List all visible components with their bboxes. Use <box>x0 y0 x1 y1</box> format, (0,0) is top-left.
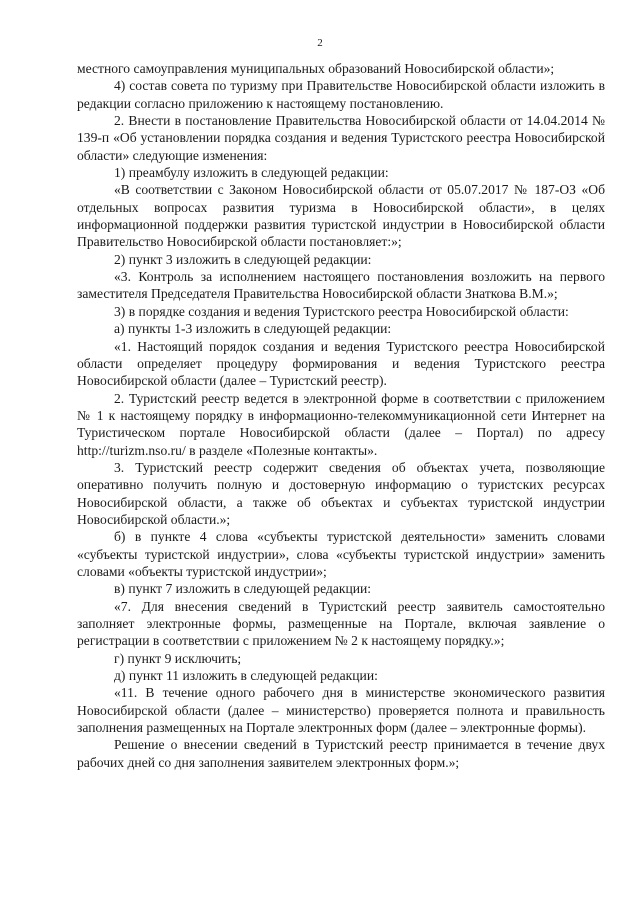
paragraph-continuation: местного самоуправления муниципальных образований Новосибирской области»; <box>77 61 555 76</box>
paragraph: 3. Туристский реестр содержит сведения об объектах учета, позволяющие оперативно получить полную и достоверную информацию о туристских ресурсах Новосибирской области, а также об объектах и субъектах туристской индустрии Новосибирской области.»; <box>77 459 605 527</box>
paragraph: 1) преамбулу изложить в следующей редакции: <box>114 165 389 181</box>
paragraph: «7. Для внесения сведений в Туристский реестр заявитель самостоятельно заполняет электронные формы, размещенные на Портале, включая заявление о регистрации в соответствии с приложением № 2 к настоящему порядку.»; <box>77 598 605 649</box>
paragraph: 2. Туристский реестр ведется в электронной форме в соответствии с приложением № 1 к настоящему порядку в информационно-телекоммуникационной сети Интернет на Туристическом портале Новосибирской области (далее – Портал) по адресу http://turizm.nso.ru/ в разделе «Полезные контакты». <box>77 390 605 458</box>
paragraph: 2. Внести в постановление Правительства Новосибирской области от 14.04.2014 № 139-п «Об установлении порядка создания и ведения Туристского реестра Новосибирской области» следующие изменения: <box>77 113 605 163</box>
paragraph: «3. Контроль за исполнением настоящего постановления возложить на первого заместителя Председателя Правительства Новосибирской области Знаткова В.М.»; <box>77 269 605 302</box>
paragraph: д) пункт 11 изложить в следующей редакции: <box>114 668 378 684</box>
paragraph: б) в пункте 4 слова «субъекты туристской деятельности» заменить словами «субъекты туристской индустрии», слова «субъекты туристской индустрии» заменить словами «объекты туристской индустрии»; <box>77 529 605 579</box>
paragraph: «11. В течение одного рабочего дня в министерстве экономического развития Новосибирской области (далее – министерство) проверяется полнота и правильность заполнения размещенных на Портале электронных форм (далее – электронные формы). <box>77 685 605 736</box>
paragraph: «1. Настоящий порядок создания и ведения Туристского реестра Новосибирской области определяет процедуру формирования и ведения Туристского реестра Новосибирской области (далее – Туристский реестр). <box>77 338 605 389</box>
page-number: 2 <box>317 37 323 49</box>
paragraph: г) пункт 9 исключить; <box>114 650 242 666</box>
paragraph: 4) состав совета по туризму при Правительстве Новосибирской области изложить в редакции согласно приложению к настоящему постановлению. <box>77 78 605 111</box>
paragraph: 3) в порядке создания и ведения Туристского реестра Новосибирской области: <box>114 303 569 319</box>
paragraph: а) пункты 1-3 изложить в следующей редакции: <box>114 321 392 337</box>
document-body <box>77 60 605 771</box>
paragraph: в) пункт 7 изложить в следующей редакции: <box>114 581 372 597</box>
paragraph: «В соответствии с Законом Новосибирской области от 05.07.2017 № 187-ОЗ «Об отдельных вопросах развития туризма в Новосибирской области», в целях информационной поддержки развития туристской индустрии в Новосибирской области Правительство Новосибирской области постановляет:»; <box>77 182 605 250</box>
paragraph: Решение о внесении сведений в Туристский реестр принимается в течение двух рабочих дней со дня заполнения заявителем электронных форм.»; <box>77 737 605 770</box>
paragraph: 2) пункт 3 изложить в следующей редакции: <box>114 251 372 267</box>
